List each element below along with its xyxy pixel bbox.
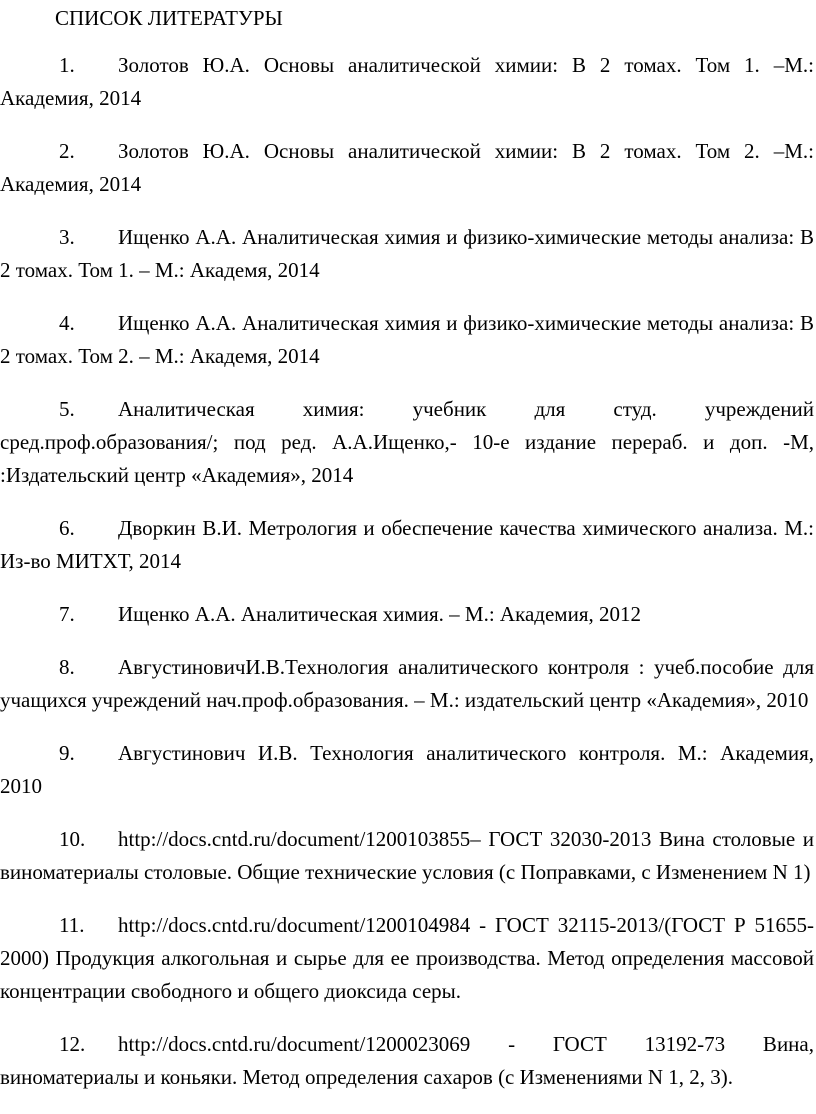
reference-number: 1. xyxy=(59,53,75,77)
reference-item xyxy=(0,49,814,115)
reference-number: 6. xyxy=(59,516,75,540)
reference-item xyxy=(0,598,814,631)
reference-text: Ищенко А.А. Аналитическая химия и физико-химические методы анализа: В 2 томах. Том 2. – М.: Академя, 2014 xyxy=(0,311,814,368)
reference-item xyxy=(0,823,814,889)
reference-number: 3. xyxy=(59,225,75,249)
reference-text: Ищенко А.А. Аналитическая химия и физико-химические методы анализа: В 2 томах. Том 1. – М.: Академя, 2014 xyxy=(0,225,814,282)
reference-item xyxy=(0,1028,814,1094)
reference-text: Аналитическая химия: учебник для студ. учреждений сред.проф.образования/; под ред. А.А.Ищенко,- 10-е издание перераб. и доп. -М, :Издательский центр «Академия», 2014 xyxy=(0,397,814,487)
reference-number: 7. xyxy=(59,602,75,626)
reference-item xyxy=(0,307,814,373)
reference-text: http://docs.cntd.ru/document/1200023069 - ГОСТ 13192-73 Вина, виноматериалы и коньяки. Метод определения сахаров (с Изменениями N 1, 2, 3). xyxy=(0,1032,814,1089)
reference-text: Золотов Ю.А. Основы аналитической химии: В 2 томах. Том 2. –М.: Академия, 2014 xyxy=(0,139,814,196)
reference-number: 4. xyxy=(59,311,75,335)
reference-item xyxy=(0,221,814,287)
reference-number: 11. xyxy=(59,913,85,937)
reference-number: 2. xyxy=(59,139,75,163)
reference-item xyxy=(0,393,814,492)
reference-item xyxy=(0,651,814,717)
reference-number: 8. xyxy=(59,655,75,679)
reference-text: Золотов Ю.А. Основы аналитической химии: В 2 томах. Том 1. –М.: Академия, 2014 xyxy=(0,53,814,110)
reference-number: 10. xyxy=(59,827,86,851)
reference-item xyxy=(0,135,814,201)
reference-text: http://docs.cntd.ru/document/1200104984 - ГОСТ 32115-2013/(ГОСТ Р 51655-2000) Продукция алкогольная и сырье для ее производства. Метод определения массовой концентрации свободного и общего диоксида серы. xyxy=(0,913,814,1003)
reference-number: 12. xyxy=(59,1032,86,1056)
reference-number: 9. xyxy=(59,741,75,765)
reference-text: http://docs.cntd.ru/document/1200103855– ГОСТ 32030-2013 Вина столовые и виноматериалы столовые. Общие технические условия (с Поправками, с Изменением N 1) xyxy=(0,827,814,884)
reference-item xyxy=(0,909,814,1008)
reference-text: Дворкин В.И. Метрология и обеспечение качества химического анализа. М.: Из-во МИТХТ, 2014 xyxy=(0,516,814,573)
page-title: СПИСОК ЛИТЕРАТУРЫ xyxy=(55,6,283,30)
reference-number: 5. xyxy=(59,397,75,421)
reference-text: Ищенко А.А. Аналитическая химия. – М.: Академия, 2012 xyxy=(118,602,641,626)
reference-item xyxy=(0,512,814,578)
reference-text: Августинович И.В. Технология аналитического контроля. М.: Академия, 2010 xyxy=(0,741,814,798)
reference-list xyxy=(0,49,814,1114)
reference-text: АвгустиновичИ.В.Технология аналитического контроля : учеб.пособие для учащихся учреждений нач.проф.образования. – М.: издательский центр «Академия», 2010 xyxy=(0,655,814,712)
reference-item xyxy=(0,737,814,803)
